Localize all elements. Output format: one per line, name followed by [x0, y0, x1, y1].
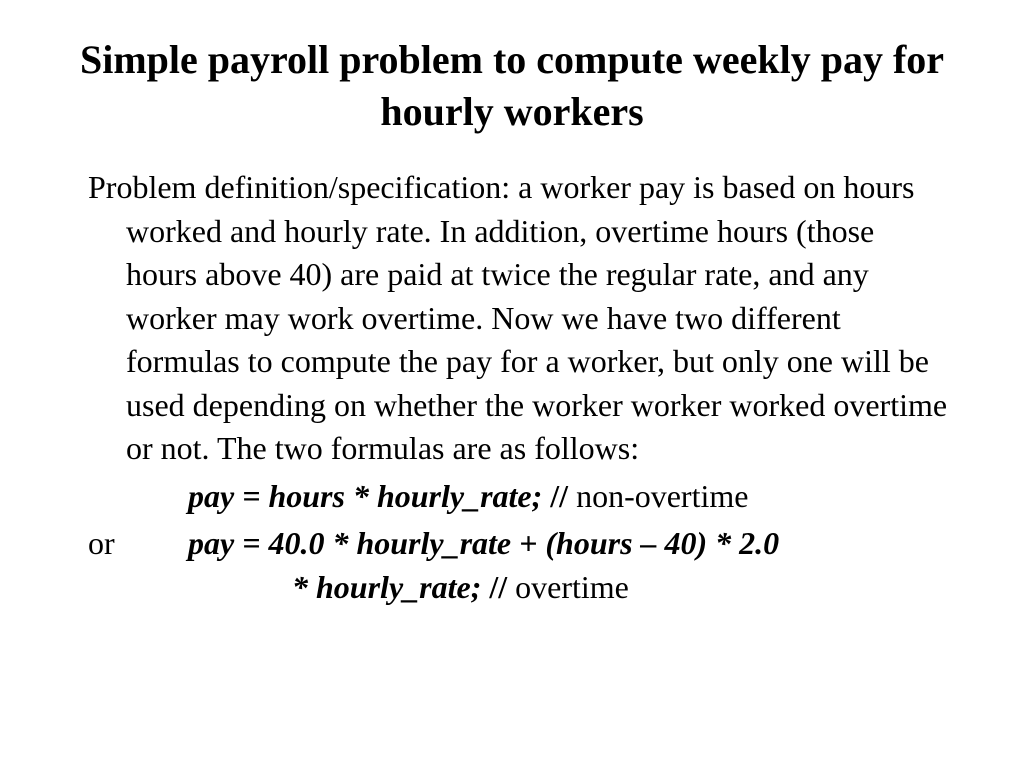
or-label: or — [88, 525, 115, 561]
slide-body — [88, 166, 948, 609]
problem-definition-paragraph: Problem definition/specification: a worker pay is based on hours worked and hourly rate. In addition, overtime hours (those hours above 40) are paid at twice the regular rate, and any worker may work overtime. Now we have two different formulas to compute the pay for a worker, but only one will be used depending on whether the worker worker worked overtime or not. The two formulas are as follows: — [88, 169, 948, 466]
formula-overtime-code-line-2: * hourly_rate; — [292, 568, 482, 605]
formula-overtime-comment: overtime — [515, 568, 629, 605]
formula-overtime — [188, 522, 948, 609]
formula-overtime-line-2 — [188, 566, 948, 610]
formula-overtime-code-line-1: pay = 40.0 * hourly_rate + (hours – 40) * 2.0 — [188, 525, 780, 561]
comment-marker: // — [489, 568, 508, 605]
slide-title: Simple payroll problem to compute weekly pay for hourly workers — [79, 37, 945, 134]
formula-overtime-line-1 — [188, 522, 948, 566]
formula-non-overtime-code: pay = hours * hourly_rate; — [188, 477, 543, 514]
comment-marker: // — [550, 477, 569, 514]
formula-overtime-row — [88, 522, 948, 609]
formula-non-overtime — [88, 475, 948, 519]
formula-non-overtime-comment: non-overtime — [576, 477, 749, 514]
